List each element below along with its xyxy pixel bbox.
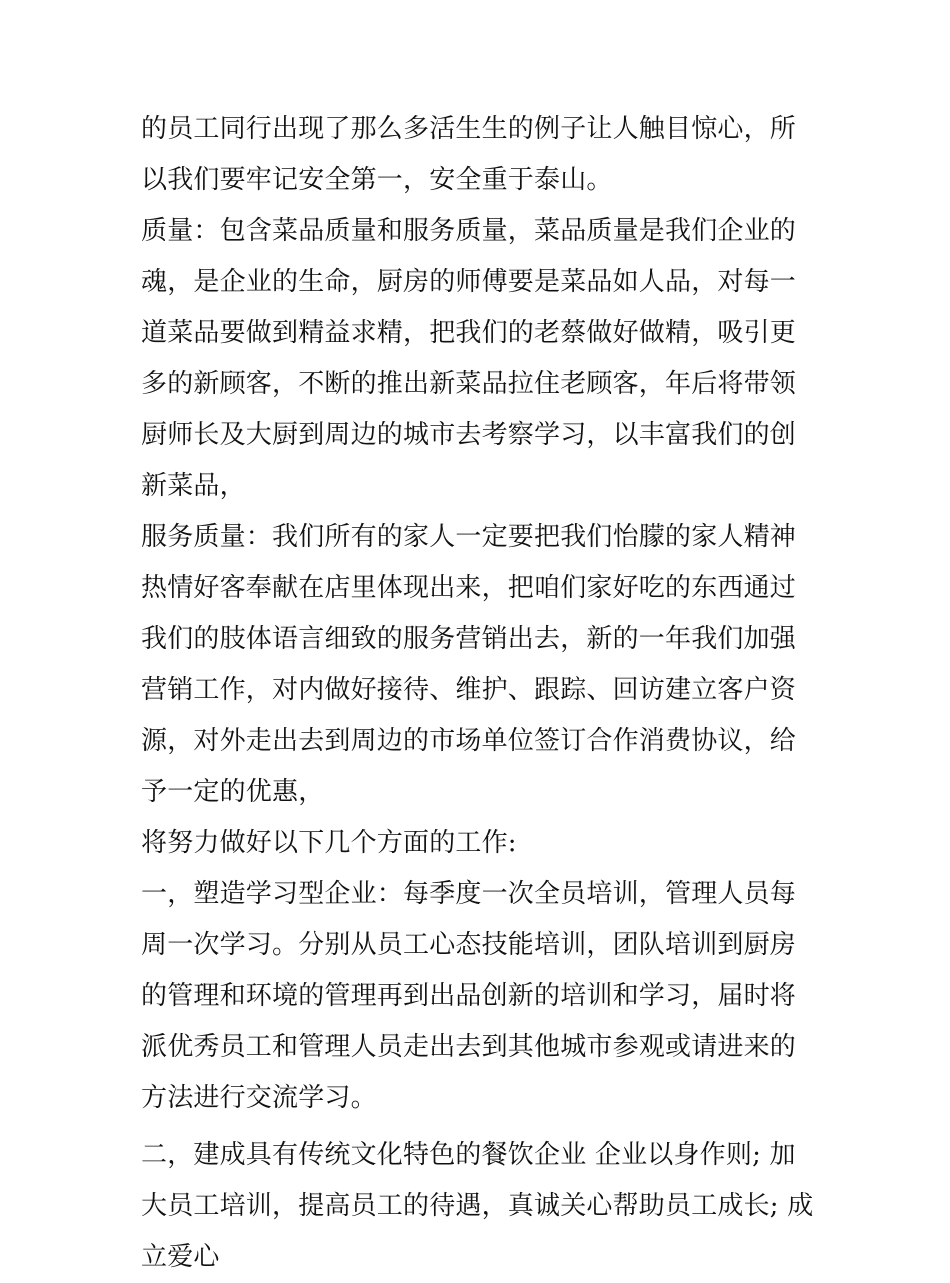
- paragraph-learning-enterprise: 一，塑造学习型企业：每季度一次全员培训，管理人员每周一次学习。分别从员工心态技能培训，团队培训到厨房的管理和环境的管理再到出品创新的培训和学习，届时将派优秀员工和管理人员走出去到其他城市参观或请进来的方法进行交流学习。: [141, 879, 797, 1113]
- paragraph-quality: 质量：包含菜品质量和服务质量，菜品质量是我们企业的魂，是企业的生命，厨房的师傅要是菜品如人品，对每一道菜品要做到精益求精，把我们的老蔡做好做精，吸引更多的新顾客，不断的推出新菜品拉住老顾客，年后将带领厨师长及大厨到周边的城市去考察学习，以丰富我们的创新菜品，: [141, 216, 797, 501]
- paragraph-safety-continuation: 的员工同行出现了那么多活生生的例子让人触目惊心，所以我们要牢记安全第一，安全重于泰山。: [141, 114, 797, 195]
- paragraph-traditional-culture: 二，建成具有传统文化特色的餐饮企业 企业以身作则; 加大员工培训，提高员工的待遇，真诚关心帮助员工成长; 成立爱心: [141, 1140, 814, 1272]
- paragraph-service-quality: 服务质量：我们所有的家人一定要把我们怡朦的家人精神热情好客奉献在店里体现出来，把咱们家好吃的东西通过我们的肢体语言细致的服务营销出去，新的一年我们加强营销工作，对内做好接待、维护、跟踪、回访建立客户资源，对外走出去到周边的市场单位签订合作消费协议，给予一定的优惠，: [141, 522, 797, 807]
- document-body: [141, 104, 821, 1283]
- paragraph-work-intro: 将努力做好以下几个方面的工作:: [141, 828, 517, 858]
